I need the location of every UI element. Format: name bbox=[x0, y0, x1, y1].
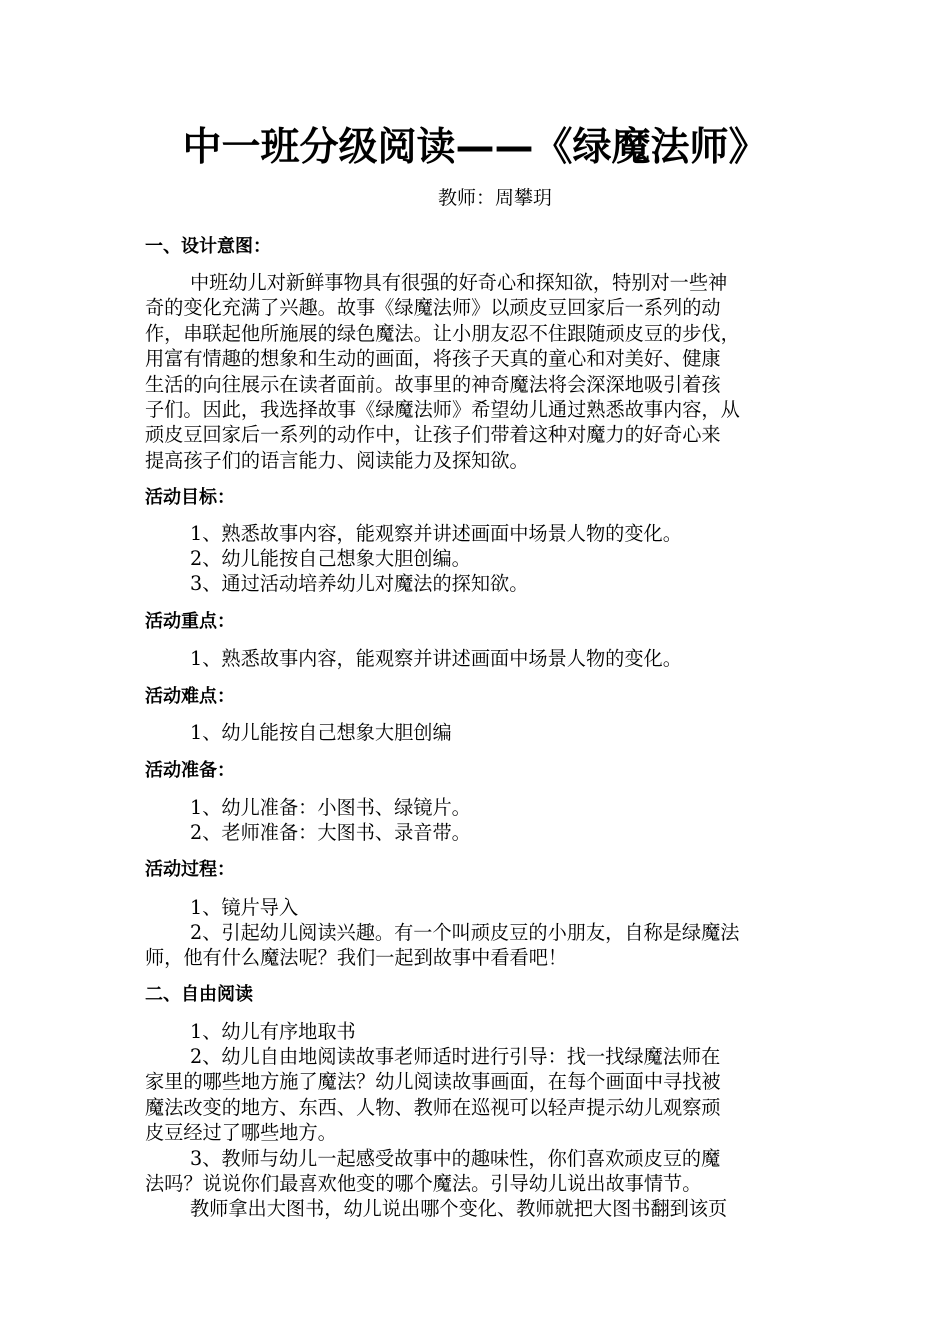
section-heading-preparation: 活动准备： bbox=[145, 760, 235, 781]
paragraph-line: 中班幼儿对新鲜事物具有很强的好奇心和探知欲，特别对一些神 bbox=[190, 271, 728, 294]
document-title: 中一班分级阅读——《绿魔法师》 bbox=[182, 125, 768, 170]
focus-item: 1、熟悉故事内容，能观察并讲述画面中场景人物的变化。 bbox=[190, 647, 682, 670]
section-heading-design: 一、设计意图： bbox=[145, 236, 271, 257]
goal-item: 2、幼儿能按自己想象大胆创编。 bbox=[190, 547, 471, 570]
paragraph-line: 教师拿出大图书，幼儿说出哪个变化、教师就把大图书翻到该页 bbox=[190, 1197, 728, 1221]
preparation-item: 1、幼儿准备：小图书、绿镜片。 bbox=[190, 796, 471, 819]
process-paragraph bbox=[145, 920, 809, 971]
teacher-name: 教师：周攀玥 bbox=[437, 187, 552, 209]
design-paragraph bbox=[145, 270, 809, 473]
paragraph-line: 2、引起幼儿阅读兴趣。有一个叫顽皮豆的小朋友，自称是绿魔法 bbox=[190, 921, 740, 944]
free-reading-item: 1、幼儿有序地取书 bbox=[190, 1020, 356, 1043]
paragraph-line: 2、幼儿自由地阅读故事老师适时进行引导：找一找绿魔法师在 bbox=[190, 1045, 721, 1068]
process-item: 1、镜片导入 bbox=[190, 896, 299, 919]
free-reading-paragraph bbox=[145, 1044, 809, 1222]
paragraph-line: 顽皮豆回家后一系列的动作中，让孩子们带着这种对魔力的好奇心来 bbox=[145, 423, 721, 447]
paragraph-line: 皮豆经过了哪些地方。 bbox=[145, 1121, 337, 1145]
paragraph-line: 生活的向往展示在读者面前。故事里的神奇魔法将会深深地吸引着孩 bbox=[145, 372, 721, 396]
paragraph-line: 用富有情趣的想象和生动的画面，将孩子天真的童心和对美好、健康 bbox=[145, 347, 721, 371]
paragraph-line: 奇的变化充满了兴趣。故事《绿魔法师》以顽皮豆回家后一系列的动 bbox=[145, 296, 721, 320]
section-heading-free-reading: 二、自由阅读 bbox=[145, 984, 253, 1005]
paragraph-line: 子们。因此，我选择故事《绿魔法师》希望幼儿通过熟悉故事内容，从 bbox=[145, 398, 740, 422]
section-heading-process: 活动过程： bbox=[145, 859, 235, 880]
paragraph-line: 提高孩子们的语言能力、阅读能力及探知欲。 bbox=[145, 448, 529, 472]
goal-item: 3、通过活动培养幼儿对魔法的探知欲。 bbox=[190, 572, 529, 595]
difficulty-item: 1、幼儿能按自己想象大胆创编 bbox=[190, 721, 452, 744]
paragraph-line: 法吗？说说你们最喜欢他变的哪个魔法。引导幼儿说出故事情节。 bbox=[145, 1172, 702, 1196]
paragraph-line: 作，串联起他所施展的绿色魔法。让小朋友忍不住跟随顽皮豆的步伐， bbox=[145, 321, 740, 345]
preparation-item: 2、老师准备：大图书、录音带。 bbox=[190, 821, 471, 844]
paragraph-line: 魔法改变的地方、东西、人物、教师在巡视可以轻声提示幼儿观察顽 bbox=[145, 1095, 721, 1119]
goal-item: 1、熟悉故事内容，能观察并讲述画面中场景人物的变化。 bbox=[190, 522, 682, 545]
section-heading-difficulty: 活动难点： bbox=[145, 686, 235, 707]
paragraph-line: 家里的哪些地方施了魔法？幼儿阅读故事画面，在每个画面中寻找被 bbox=[145, 1070, 721, 1094]
paragraph-line: 师，他有什么魔法呢？我们一起到故事中看看吧！ bbox=[145, 946, 568, 970]
paragraph-line: 3、教师与幼儿一起感受故事中的趣味性，你们喜欢顽皮豆的魔 bbox=[190, 1146, 721, 1170]
section-heading-focus: 活动重点： bbox=[145, 611, 235, 632]
section-heading-goals: 活动目标： bbox=[145, 487, 235, 508]
